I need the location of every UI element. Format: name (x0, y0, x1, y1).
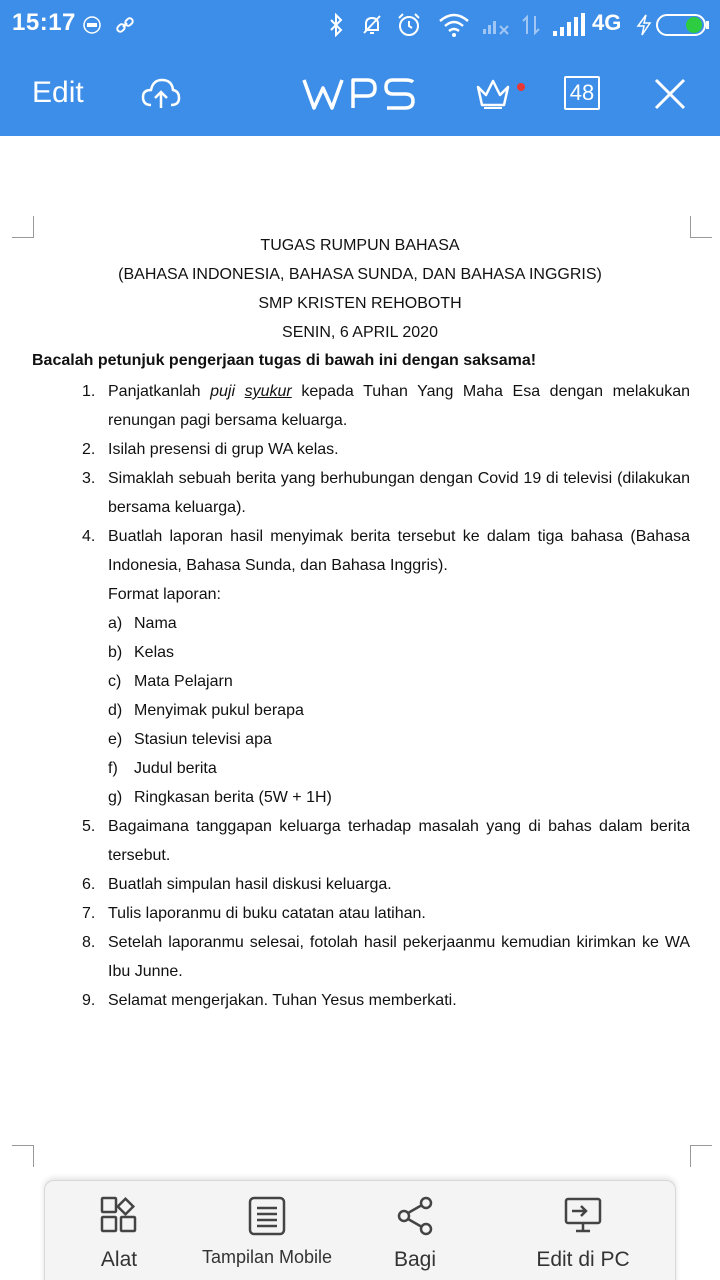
premium-crown-icon[interactable] (474, 76, 528, 112)
battery-icon (656, 10, 710, 40)
format-item-label: g) (108, 789, 123, 806)
item-text: Bagaimana tanggapan keluarga terhadap masalah yang di bahas dalam berita tersebut. (108, 818, 690, 864)
item-text-space (235, 383, 245, 400)
format-item-text: Stasiun televisi apa (134, 731, 272, 748)
mobile-view-icon (247, 1195, 287, 1242)
item-text: Buatlah laporan hasil menyimak berita tersebut ke dalam tiga bahasa (Bahasa Indonesia, Bahasa Sunda, dan Bahasa Inggris). (108, 528, 690, 574)
list-item (0, 812, 720, 870)
list-item (0, 522, 720, 580)
mute-bell-icon (360, 10, 384, 40)
format-item-label: c) (108, 673, 122, 690)
wps-logo (300, 72, 420, 116)
list-item (0, 986, 720, 1015)
cloud-upload-icon[interactable] (140, 74, 182, 114)
item-text: Buatlah simpulan hasil diskusi keluarga. (108, 876, 392, 893)
app-bar (0, 50, 720, 136)
format-item (0, 725, 720, 754)
instructions-intro: Bacalah petunjuk pengerjaan tugas di bawah ini dengan saksama! (32, 352, 537, 369)
format-item-label: e) (108, 731, 123, 748)
item-text-italic: puji (210, 383, 236, 400)
format-item (0, 754, 720, 783)
item-text: Panjatkanlah (108, 383, 211, 400)
edit-on-pc-button[interactable] (489, 1181, 677, 1280)
format-item-text: Mata Pelajarn (134, 673, 233, 690)
list-item (0, 870, 720, 899)
edit-on-pc-icon (562, 1195, 604, 1240)
format-item-label: a) (108, 615, 123, 632)
list-item (0, 464, 720, 522)
document-page[interactable] (0, 136, 720, 1180)
list-item (0, 899, 720, 928)
format-item-label: b) (108, 644, 123, 661)
item-text: Simaklah sebuah berita yang berhubungan dengan Covid 19 di televisi (dilakukan bersama keluarga). (108, 470, 690, 516)
list-item (0, 377, 720, 435)
item-number: 6. (82, 876, 96, 893)
link-icon (114, 10, 136, 40)
format-item-text: Nama (134, 615, 177, 632)
list-item (0, 435, 720, 464)
item-number: 4. (82, 528, 96, 545)
list-item (0, 928, 720, 986)
document-subtitle: (BAHASA INDONESIA, BAHASA SUNDA, DAN BAHASA INGGRIS) (118, 266, 602, 283)
item-number: 2. (82, 441, 96, 458)
data-transfer-icon (520, 10, 542, 40)
signal-strength-icon (552, 10, 586, 40)
item-number: 8. (82, 934, 96, 951)
mobile-view-button[interactable] (193, 1181, 341, 1280)
status-bar (0, 0, 720, 50)
item-number: 3. (82, 470, 96, 487)
item-text: Tulis laporanmu di buku catatan atau latihan. (108, 905, 426, 922)
format-item-label: f) (108, 760, 118, 777)
page-corner-mark (690, 216, 712, 238)
network-type: 4G (592, 10, 622, 35)
format-item-label: d) (108, 702, 123, 719)
page-count: 48 (569, 80, 595, 105)
item-number: 5. (82, 818, 96, 835)
bluetooth-icon (326, 10, 346, 40)
item-number: 1. (82, 383, 96, 400)
wifi-icon (438, 10, 470, 40)
format-item-text: Ringkasan berita (5W + 1H) (134, 789, 332, 806)
page-corner-mark (690, 1145, 712, 1167)
page-corner-mark (12, 216, 34, 238)
format-item (0, 638, 720, 667)
charging-icon (636, 10, 652, 40)
format-item (0, 696, 720, 725)
format-item-text: Kelas (134, 644, 175, 661)
page-count-button[interactable] (564, 76, 600, 110)
mobile-view-label: Tampilan Mobile (201, 1247, 333, 1267)
item-text: Setelah laporanmu selesai, fotolah hasil pekerjaanmu kemudian kirimkan ke WA Ibu Junne. (108, 934, 690, 980)
school-name: SMP KRISTEN REHOBOTH (258, 295, 462, 312)
share-button[interactable] (341, 1181, 489, 1280)
page-corner-mark (12, 1145, 34, 1167)
bottom-toolbar (44, 1180, 676, 1280)
item-number: 7. (82, 905, 96, 922)
tools-grid-icon (99, 1195, 139, 1240)
status-time: 15:17 (12, 9, 76, 36)
alarm-icon (396, 10, 422, 40)
format-label: Format laporan: (108, 586, 221, 603)
signal-weak-icon (482, 10, 514, 40)
format-item (0, 609, 720, 638)
tools-label: Alat (100, 1248, 138, 1271)
document-title: TUGAS RUMPUN BAHASA (260, 237, 460, 254)
item-text-italic-underlined: syukur (244, 383, 292, 400)
item-number: 9. (82, 992, 96, 1009)
tools-button[interactable] (45, 1181, 193, 1280)
item-text: Isilah presensi di grup WA kelas. (108, 441, 339, 458)
instructions-list (0, 377, 720, 1015)
share-label: Bagi (393, 1248, 437, 1271)
format-item-text: Judul berita (134, 760, 217, 777)
close-icon[interactable] (650, 74, 690, 114)
edit-on-pc-label: Edit di PC (536, 1248, 630, 1271)
item-text: Selamat mengerjakan. Tuhan Yesus memberkati. (108, 992, 457, 1009)
edit-button[interactable]: Edit (32, 76, 84, 109)
format-item-text: Menyimak pukul berapa (134, 702, 304, 719)
app-notification-icon (82, 10, 102, 40)
format-item (0, 783, 720, 812)
item-text: kepada Tuhan Yang Maha Esa dengan melakukan renungan pagi bersama keluarga. (108, 383, 691, 429)
share-icon (395, 1195, 435, 1242)
document-date: SENIN, 6 APRIL 2020 (282, 324, 438, 341)
format-item (0, 667, 720, 696)
